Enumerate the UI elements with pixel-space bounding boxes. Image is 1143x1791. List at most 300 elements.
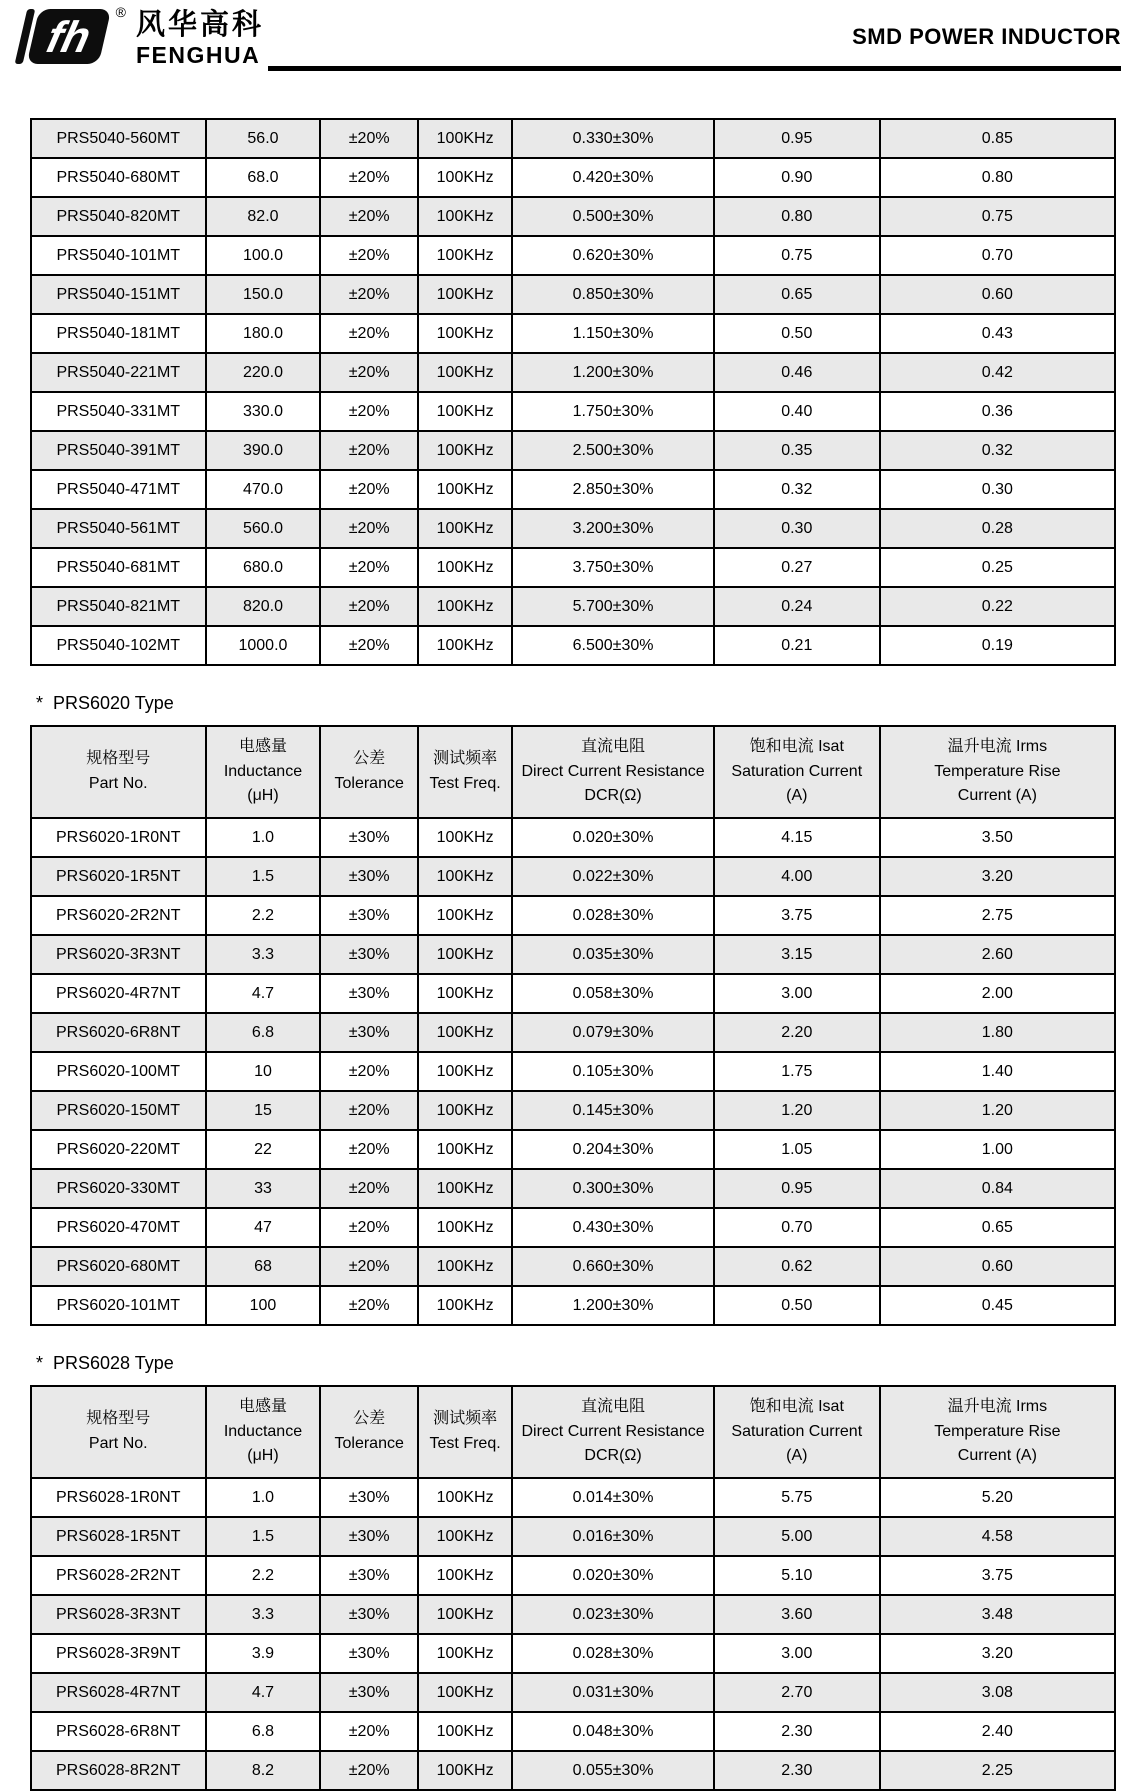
value-cell: 3.60 — [714, 1595, 880, 1634]
value-cell: 1.05 — [714, 1130, 880, 1169]
value-cell: ±30% — [320, 1013, 418, 1052]
value-cell: ±20% — [320, 119, 418, 158]
value-cell: 3.750±30% — [512, 548, 714, 587]
table-row — [31, 1247, 1115, 1286]
part-number-cell: PRS6028-3R3NT — [31, 1595, 206, 1634]
value-cell: 100KHz — [418, 974, 512, 1013]
value-cell: 0.30 — [880, 470, 1115, 509]
value-cell: 0.500±30% — [512, 197, 714, 236]
value-cell: 0.85 — [880, 119, 1115, 158]
value-cell: 0.330±30% — [512, 119, 714, 158]
value-cell: ±20% — [320, 509, 418, 548]
part-number-cell: PRS6020-1R5NT — [31, 857, 206, 896]
value-cell: 10 — [206, 1052, 321, 1091]
part-number-cell: PRS6028-1R0NT — [31, 1478, 206, 1517]
value-cell: 0.75 — [880, 197, 1115, 236]
spec-table-prs6020 — [30, 725, 1116, 1326]
column-header: 电感量 Inductance (μH) — [206, 726, 321, 818]
fenghua-emblem-icon — [12, 6, 124, 68]
value-cell: ±20% — [320, 275, 418, 314]
value-cell: 100KHz — [418, 818, 512, 857]
table-row — [31, 1751, 1115, 1790]
value-cell: 0.50 — [714, 1286, 880, 1325]
value-cell: 6.500±30% — [512, 626, 714, 665]
part-number-cell: PRS6020-101MT — [31, 1286, 206, 1325]
value-cell: 2.30 — [714, 1751, 880, 1790]
value-cell: 82.0 — [206, 197, 321, 236]
value-cell: 0.035±30% — [512, 935, 714, 974]
value-cell: 100KHz — [418, 236, 512, 275]
value-cell: ±20% — [320, 1091, 418, 1130]
value-cell: 0.35 — [714, 431, 880, 470]
value-cell: 2.25 — [880, 1751, 1115, 1790]
value-cell: 1.80 — [880, 1013, 1115, 1052]
value-cell: 100KHz — [418, 119, 512, 158]
value-cell: 5.10 — [714, 1556, 880, 1595]
value-cell: 4.7 — [206, 974, 321, 1013]
section-heading-label: PRS6020 Type — [53, 693, 174, 713]
value-cell: 2.850±30% — [512, 470, 714, 509]
value-cell: 680.0 — [206, 548, 321, 587]
part-number-cell: PRS5040-102MT — [31, 626, 206, 665]
value-cell: 0.25 — [880, 548, 1115, 587]
part-number-cell: PRS6028-1R5NT — [31, 1517, 206, 1556]
value-cell: 0.660±30% — [512, 1247, 714, 1286]
value-cell: ±20% — [320, 353, 418, 392]
value-cell: 100 — [206, 1286, 321, 1325]
value-cell: 100KHz — [418, 548, 512, 587]
value-cell: 0.75 — [714, 236, 880, 275]
part-number-cell: PRS6020-470MT — [31, 1208, 206, 1247]
value-cell: 3.00 — [714, 1634, 880, 1673]
table-row — [31, 1517, 1115, 1556]
registered-trademark-icon: ® — [115, 4, 126, 20]
value-cell: 100KHz — [418, 392, 512, 431]
part-number-cell: PRS5040-151MT — [31, 275, 206, 314]
value-cell: 0.42 — [880, 353, 1115, 392]
value-cell: ±20% — [320, 1208, 418, 1247]
value-cell: 100KHz — [418, 1013, 512, 1052]
table-row — [31, 1712, 1115, 1751]
value-cell: 68 — [206, 1247, 321, 1286]
value-cell: ±20% — [320, 1751, 418, 1790]
value-cell: 0.145±30% — [512, 1091, 714, 1130]
value-cell: 3.15 — [714, 935, 880, 974]
column-header: 饱和电流 Isat Saturation Current (A) — [714, 726, 880, 818]
value-cell: 5.700±30% — [512, 587, 714, 626]
value-cell: 2.500±30% — [512, 431, 714, 470]
value-cell: ±30% — [320, 935, 418, 974]
table-row — [31, 1208, 1115, 1247]
value-cell: 560.0 — [206, 509, 321, 548]
value-cell: 100KHz — [418, 1208, 512, 1247]
value-cell: 6.8 — [206, 1013, 321, 1052]
value-cell: 100.0 — [206, 236, 321, 275]
value-cell: 0.020±30% — [512, 818, 714, 857]
value-cell: ±30% — [320, 818, 418, 857]
spec-table-prs6028 — [30, 1385, 1116, 1791]
value-cell: ±20% — [320, 626, 418, 665]
value-cell: 100KHz — [418, 1247, 512, 1286]
value-cell: 100KHz — [418, 587, 512, 626]
part-number-cell: PRS6028-3R9NT — [31, 1634, 206, 1673]
spec-table-prs5040 — [30, 118, 1116, 666]
table-row — [31, 1556, 1115, 1595]
value-cell: 0.105±30% — [512, 1052, 714, 1091]
table-row — [31, 314, 1115, 353]
value-cell: 150.0 — [206, 275, 321, 314]
part-number-cell: PRS5040-821MT — [31, 587, 206, 626]
value-cell: ±20% — [320, 1286, 418, 1325]
section-heading-prs6028 — [36, 1353, 1116, 1374]
value-cell: 0.46 — [714, 353, 880, 392]
value-cell: ±30% — [320, 1595, 418, 1634]
value-cell: 4.00 — [714, 857, 880, 896]
value-cell: 3.9 — [206, 1634, 321, 1673]
value-cell: ±20% — [320, 548, 418, 587]
part-number-cell: PRS6020-6R8NT — [31, 1013, 206, 1052]
value-cell: ±30% — [320, 896, 418, 935]
value-cell: 0.84 — [880, 1169, 1115, 1208]
brand-name-english: FENGHUA — [136, 41, 261, 68]
table-row — [31, 1091, 1115, 1130]
value-cell: 0.020±30% — [512, 1556, 714, 1595]
value-cell: 390.0 — [206, 431, 321, 470]
value-cell: 0.022±30% — [512, 857, 714, 896]
column-header: 公差 Tolerance — [320, 726, 418, 818]
value-cell: 3.200±30% — [512, 509, 714, 548]
value-cell: 15 — [206, 1091, 321, 1130]
part-number-cell: PRS6028-6R8NT — [31, 1712, 206, 1751]
value-cell: ±20% — [320, 587, 418, 626]
value-cell: 0.60 — [880, 1247, 1115, 1286]
value-cell: 0.023±30% — [512, 1595, 714, 1634]
part-number-cell: PRS6020-3R3NT — [31, 935, 206, 974]
value-cell: 2.2 — [206, 896, 321, 935]
table-row — [31, 1634, 1115, 1673]
part-number-cell: PRS6020-100MT — [31, 1052, 206, 1091]
value-cell: 100KHz — [418, 626, 512, 665]
value-cell: 100KHz — [418, 197, 512, 236]
value-cell: 100KHz — [418, 353, 512, 392]
brand-name-chinese: 风华高科 — [136, 9, 265, 41]
table-row — [31, 1169, 1115, 1208]
value-cell: 3.75 — [714, 896, 880, 935]
value-cell: 0.62 — [714, 1247, 880, 1286]
value-cell: ±20% — [320, 1712, 418, 1751]
part-number-cell: PRS6020-680MT — [31, 1247, 206, 1286]
value-cell: 2.2 — [206, 1556, 321, 1595]
value-cell: 0.90 — [714, 158, 880, 197]
value-cell: 100KHz — [418, 1673, 512, 1712]
part-number-cell: PRS6020-150MT — [31, 1091, 206, 1130]
value-cell: 6.8 — [206, 1712, 321, 1751]
value-cell: 33 — [206, 1169, 321, 1208]
value-cell: 3.50 — [880, 818, 1115, 857]
value-cell: 0.850±30% — [512, 275, 714, 314]
value-cell: 1.20 — [880, 1091, 1115, 1130]
value-cell: 1.200±30% — [512, 1286, 714, 1325]
value-cell: 0.058±30% — [512, 974, 714, 1013]
value-cell: 0.27 — [714, 548, 880, 587]
value-cell: 2.40 — [880, 1712, 1115, 1751]
value-cell: ±20% — [320, 470, 418, 509]
value-cell: 0.204±30% — [512, 1130, 714, 1169]
value-cell: ±20% — [320, 197, 418, 236]
value-cell: 22 — [206, 1130, 321, 1169]
table-row — [31, 470, 1115, 509]
value-cell: 1.750±30% — [512, 392, 714, 431]
value-cell: 0.50 — [714, 314, 880, 353]
part-number-cell: PRS6028-2R2NT — [31, 1556, 206, 1595]
table-row — [31, 158, 1115, 197]
column-header: 测试频率 Test Freq. — [418, 1386, 512, 1478]
value-cell: 100KHz — [418, 1556, 512, 1595]
part-number-cell: PRS5040-221MT — [31, 353, 206, 392]
table-row — [31, 509, 1115, 548]
table-row — [31, 857, 1115, 896]
table-row — [31, 119, 1115, 158]
value-cell: 1.40 — [880, 1052, 1115, 1091]
value-cell: 0.28 — [880, 509, 1115, 548]
value-cell: 3.3 — [206, 1595, 321, 1634]
value-cell: 0.028±30% — [512, 1634, 714, 1673]
value-cell: 0.95 — [714, 119, 880, 158]
part-number-cell: PRS6020-4R7NT — [31, 974, 206, 1013]
value-cell: 100KHz — [418, 314, 512, 353]
value-cell: 100KHz — [418, 1169, 512, 1208]
table-row — [31, 1130, 1115, 1169]
table-header-row — [31, 1386, 1115, 1478]
value-cell: 1.5 — [206, 857, 321, 896]
value-cell: 3.20 — [880, 857, 1115, 896]
table-row — [31, 548, 1115, 587]
page-header — [0, 0, 1143, 88]
value-cell: 100KHz — [418, 1130, 512, 1169]
fenghua-logo — [12, 6, 264, 68]
part-number-cell: PRS5040-101MT — [31, 236, 206, 275]
value-cell: 100KHz — [418, 1052, 512, 1091]
value-cell: 100KHz — [418, 1091, 512, 1130]
value-cell: 180.0 — [206, 314, 321, 353]
value-cell: 0.420±30% — [512, 158, 714, 197]
value-cell: ±20% — [320, 158, 418, 197]
value-cell: 0.43 — [880, 314, 1115, 353]
page-title: SMD POWER INDUCTOR — [852, 24, 1121, 49]
value-cell: 0.65 — [880, 1208, 1115, 1247]
value-cell: 820.0 — [206, 587, 321, 626]
value-cell: 0.80 — [714, 197, 880, 236]
table-row — [31, 896, 1115, 935]
column-header: 公差 Tolerance — [320, 1386, 418, 1478]
value-cell: ±30% — [320, 1634, 418, 1673]
value-cell: ±30% — [320, 1673, 418, 1712]
value-cell: ±20% — [320, 236, 418, 275]
value-cell: 0.80 — [880, 158, 1115, 197]
value-cell: ±30% — [320, 974, 418, 1013]
part-number-cell: PRS5040-561MT — [31, 509, 206, 548]
value-cell: 0.40 — [714, 392, 880, 431]
value-cell: 0.014±30% — [512, 1478, 714, 1517]
column-header: 温升电流 Irms Temperature Rise Current (A) — [880, 1386, 1115, 1478]
table-row — [31, 275, 1115, 314]
value-cell: 68.0 — [206, 158, 321, 197]
value-cell: 0.430±30% — [512, 1208, 714, 1247]
value-cell: 220.0 — [206, 353, 321, 392]
value-cell: ±20% — [320, 392, 418, 431]
value-cell: 0.32 — [714, 470, 880, 509]
table-row — [31, 587, 1115, 626]
value-cell: 100KHz — [418, 935, 512, 974]
part-number-cell: PRS5040-331MT — [31, 392, 206, 431]
value-cell: 1000.0 — [206, 626, 321, 665]
value-cell: 100KHz — [418, 158, 512, 197]
part-number-cell: PRS6020-2R2NT — [31, 896, 206, 935]
section-prs6020 — [30, 693, 1116, 1326]
value-cell: 100KHz — [418, 275, 512, 314]
part-number-cell: PRS6020-220MT — [31, 1130, 206, 1169]
value-cell: 0.22 — [880, 587, 1115, 626]
value-cell: 2.70 — [714, 1673, 880, 1712]
value-cell: 0.19 — [880, 626, 1115, 665]
value-cell: 4.15 — [714, 818, 880, 857]
value-cell: 1.20 — [714, 1091, 880, 1130]
table-row — [31, 1673, 1115, 1712]
value-cell: 2.75 — [880, 896, 1115, 935]
value-cell: 0.031±30% — [512, 1673, 714, 1712]
value-cell: 100KHz — [418, 509, 512, 548]
column-header: 直流电阻 Direct Current Resistance DCR(Ω) — [512, 726, 714, 818]
value-cell: 56.0 — [206, 119, 321, 158]
part-number-cell: PRS5040-471MT — [31, 470, 206, 509]
part-number-cell: PRS5040-391MT — [31, 431, 206, 470]
value-cell: 100KHz — [418, 470, 512, 509]
value-cell: 0.300±30% — [512, 1169, 714, 1208]
table-row — [31, 1013, 1115, 1052]
value-cell: 2.60 — [880, 935, 1115, 974]
value-cell: 0.30 — [714, 509, 880, 548]
value-cell: 100KHz — [418, 857, 512, 896]
value-cell: 0.028±30% — [512, 896, 714, 935]
table-row — [31, 818, 1115, 857]
value-cell: 0.016±30% — [512, 1517, 714, 1556]
value-cell: ±20% — [320, 1247, 418, 1286]
value-cell: 1.0 — [206, 818, 321, 857]
value-cell: ±20% — [320, 1052, 418, 1091]
value-cell: 3.48 — [880, 1595, 1115, 1634]
value-cell: 2.00 — [880, 974, 1115, 1013]
value-cell: ±30% — [320, 1478, 418, 1517]
table-row — [31, 392, 1115, 431]
table-row — [31, 1595, 1115, 1634]
value-cell: ±30% — [320, 1556, 418, 1595]
value-cell: 0.65 — [714, 275, 880, 314]
value-cell: ±20% — [320, 431, 418, 470]
content — [0, 118, 1143, 1791]
value-cell: 0.24 — [714, 587, 880, 626]
value-cell: 470.0 — [206, 470, 321, 509]
value-cell: 0.620±30% — [512, 236, 714, 275]
table-row — [31, 236, 1115, 275]
value-cell: ±20% — [320, 314, 418, 353]
column-header: 温升电流 Irms Temperature Rise Current (A) — [880, 726, 1115, 818]
part-number-cell: PRS5040-820MT — [31, 197, 206, 236]
value-cell: 100KHz — [418, 1478, 512, 1517]
column-header: 饱和电流 Isat Saturation Current (A) — [714, 1386, 880, 1478]
section-heading-label: PRS6028 Type — [53, 1353, 174, 1373]
table-row — [31, 197, 1115, 236]
value-cell: 100KHz — [418, 1286, 512, 1325]
value-cell: 1.200±30% — [512, 353, 714, 392]
value-cell: 5.00 — [714, 1517, 880, 1556]
value-cell: 0.45 — [880, 1286, 1115, 1325]
part-number-cell: PRS5040-680MT — [31, 158, 206, 197]
column-header: 规格型号 Part No. — [31, 726, 206, 818]
svg-text:fh: fh — [42, 13, 96, 62]
value-cell: 3.00 — [714, 974, 880, 1013]
value-cell: 100KHz — [418, 1634, 512, 1673]
value-cell: 3.75 — [880, 1556, 1115, 1595]
value-cell: 8.2 — [206, 1751, 321, 1790]
value-cell: 0.32 — [880, 431, 1115, 470]
value-cell: 0.079±30% — [512, 1013, 714, 1052]
value-cell: 100KHz — [418, 1712, 512, 1751]
value-cell: 100KHz — [418, 1751, 512, 1790]
part-number-cell: PRS6020-1R0NT — [31, 818, 206, 857]
value-cell: 0.055±30% — [512, 1751, 714, 1790]
table-row — [31, 1478, 1115, 1517]
value-cell: 100KHz — [418, 1517, 512, 1556]
value-cell: 47 — [206, 1208, 321, 1247]
value-cell: 100KHz — [418, 896, 512, 935]
part-number-cell: PRS5040-181MT — [31, 314, 206, 353]
value-cell: 1.0 — [206, 1478, 321, 1517]
value-cell: 3.08 — [880, 1673, 1115, 1712]
value-cell: 5.75 — [714, 1478, 880, 1517]
section-prs6028 — [30, 1353, 1116, 1791]
column-header: 直流电阻 Direct Current Resistance DCR(Ω) — [512, 1386, 714, 1478]
asterisk-marker: * — [36, 693, 44, 713]
value-cell: 5.20 — [880, 1478, 1115, 1517]
value-cell: 330.0 — [206, 392, 321, 431]
value-cell: 0.60 — [880, 275, 1115, 314]
value-cell: 0.048±30% — [512, 1712, 714, 1751]
brand-text — [136, 10, 264, 68]
value-cell: 1.150±30% — [512, 314, 714, 353]
table-row — [31, 1286, 1115, 1325]
value-cell: 3.3 — [206, 935, 321, 974]
value-cell: 0.36 — [880, 392, 1115, 431]
value-cell: 0.70 — [880, 236, 1115, 275]
header-divider — [268, 66, 1121, 71]
table-row — [31, 431, 1115, 470]
value-cell: ±30% — [320, 857, 418, 896]
table-row — [31, 353, 1115, 392]
part-number-cell: PRS5040-560MT — [31, 119, 206, 158]
table-row — [31, 626, 1115, 665]
table-row — [31, 974, 1115, 1013]
part-number-cell: PRS6028-4R7NT — [31, 1673, 206, 1712]
section-heading-prs6020 — [36, 693, 1116, 714]
table-header-row — [31, 726, 1115, 818]
value-cell: 3.20 — [880, 1634, 1115, 1673]
value-cell: 2.20 — [714, 1013, 880, 1052]
value-cell: 0.95 — [714, 1169, 880, 1208]
value-cell: 100KHz — [418, 431, 512, 470]
value-cell: ±30% — [320, 1517, 418, 1556]
part-number-cell: PRS6020-330MT — [31, 1169, 206, 1208]
section-prs5040 — [30, 118, 1116, 666]
